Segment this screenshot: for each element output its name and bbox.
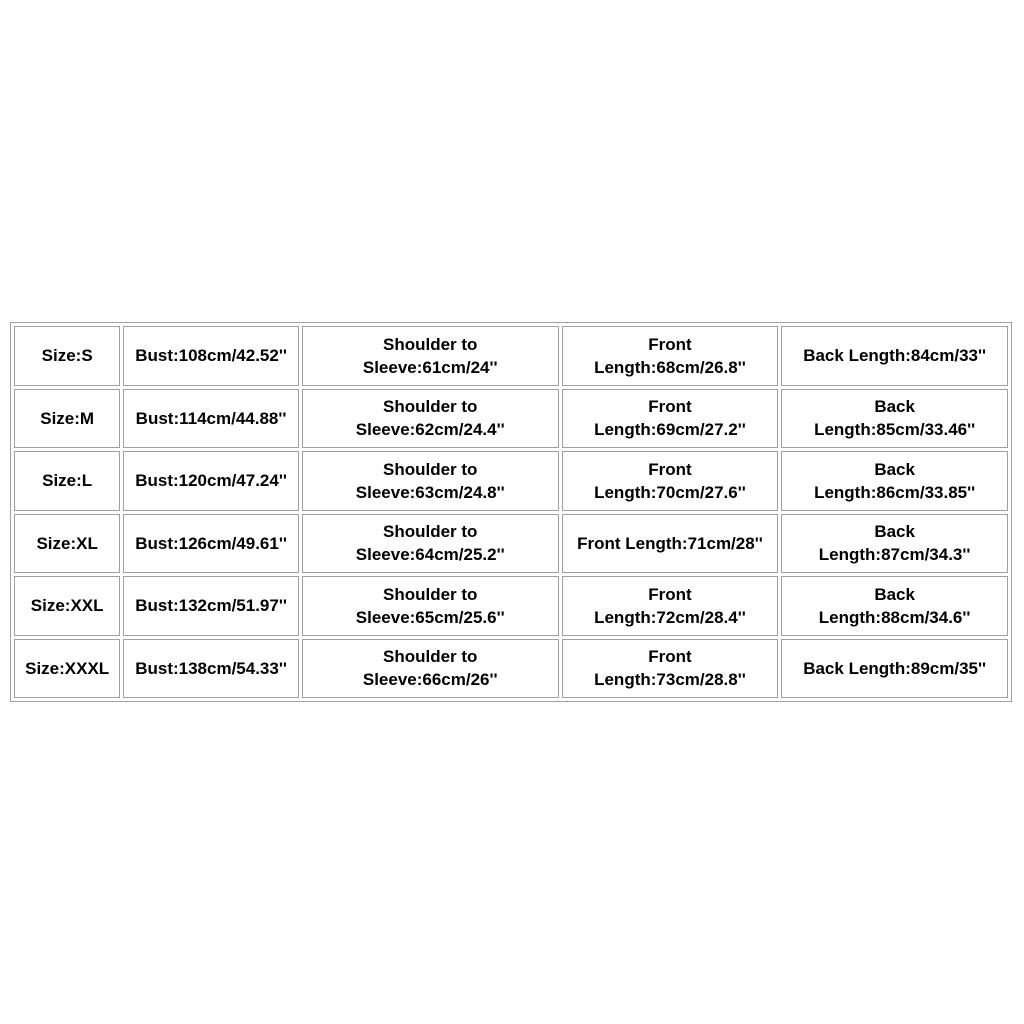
front-length-cell: Front Length:69cm/27.2'' [562, 389, 779, 449]
back-length-cell: Back Length:86cm/33.85'' [781, 451, 1008, 511]
shoulder-to-sleeve-cell: Shoulder to Sleeve:63cm/24.8'' [302, 451, 559, 511]
table-row [14, 326, 1008, 386]
back-length-cell: Back Length:88cm/34.6'' [781, 576, 1008, 636]
shoulder-to-sleeve-cell: Shoulder to Sleeve:62cm/24.4'' [302, 389, 559, 449]
back-length-cell: Back Length:85cm/33.46'' [781, 389, 1008, 449]
size-cell: Size:L [14, 451, 120, 511]
front-length-cell: Front Length:68cm/26.8'' [562, 326, 779, 386]
table-row [14, 639, 1008, 699]
bust-cell: Bust:126cm/49.61'' [123, 514, 299, 574]
table-row [14, 576, 1008, 636]
shoulder-to-sleeve-cell: Shoulder to Sleeve:61cm/24'' [302, 326, 559, 386]
front-length-cell: Front Length:71cm/28'' [562, 514, 779, 574]
table-row [14, 514, 1008, 574]
back-length-cell: Back Length:89cm/35'' [781, 639, 1008, 699]
bust-cell: Bust:120cm/47.24'' [123, 451, 299, 511]
size-cell: Size:S [14, 326, 120, 386]
size-cell: Size:XL [14, 514, 120, 574]
bust-cell: Bust:114cm/44.88'' [123, 389, 299, 449]
size-chart-table [10, 322, 1012, 702]
size-cell: Size:M [14, 389, 120, 449]
table-row [14, 389, 1008, 449]
front-length-cell: Front Length:72cm/28.4'' [562, 576, 779, 636]
bust-cell: Bust:138cm/54.33'' [123, 639, 299, 699]
table-row [14, 451, 1008, 511]
shoulder-to-sleeve-cell: Shoulder to Sleeve:66cm/26'' [302, 639, 559, 699]
back-length-cell: Back Length:87cm/34.3'' [781, 514, 1008, 574]
shoulder-to-sleeve-cell: Shoulder to Sleeve:64cm/25.2'' [302, 514, 559, 574]
front-length-cell: Front Length:73cm/28.8'' [562, 639, 779, 699]
front-length-cell: Front Length:70cm/27.6'' [562, 451, 779, 511]
bust-cell: Bust:132cm/51.97'' [123, 576, 299, 636]
back-length-cell: Back Length:84cm/33'' [781, 326, 1008, 386]
size-cell: Size:XXL [14, 576, 120, 636]
shoulder-to-sleeve-cell: Shoulder to Sleeve:65cm/25.6'' [302, 576, 559, 636]
bust-cell: Bust:108cm/42.52'' [123, 326, 299, 386]
size-cell: Size:XXXL [14, 639, 120, 699]
